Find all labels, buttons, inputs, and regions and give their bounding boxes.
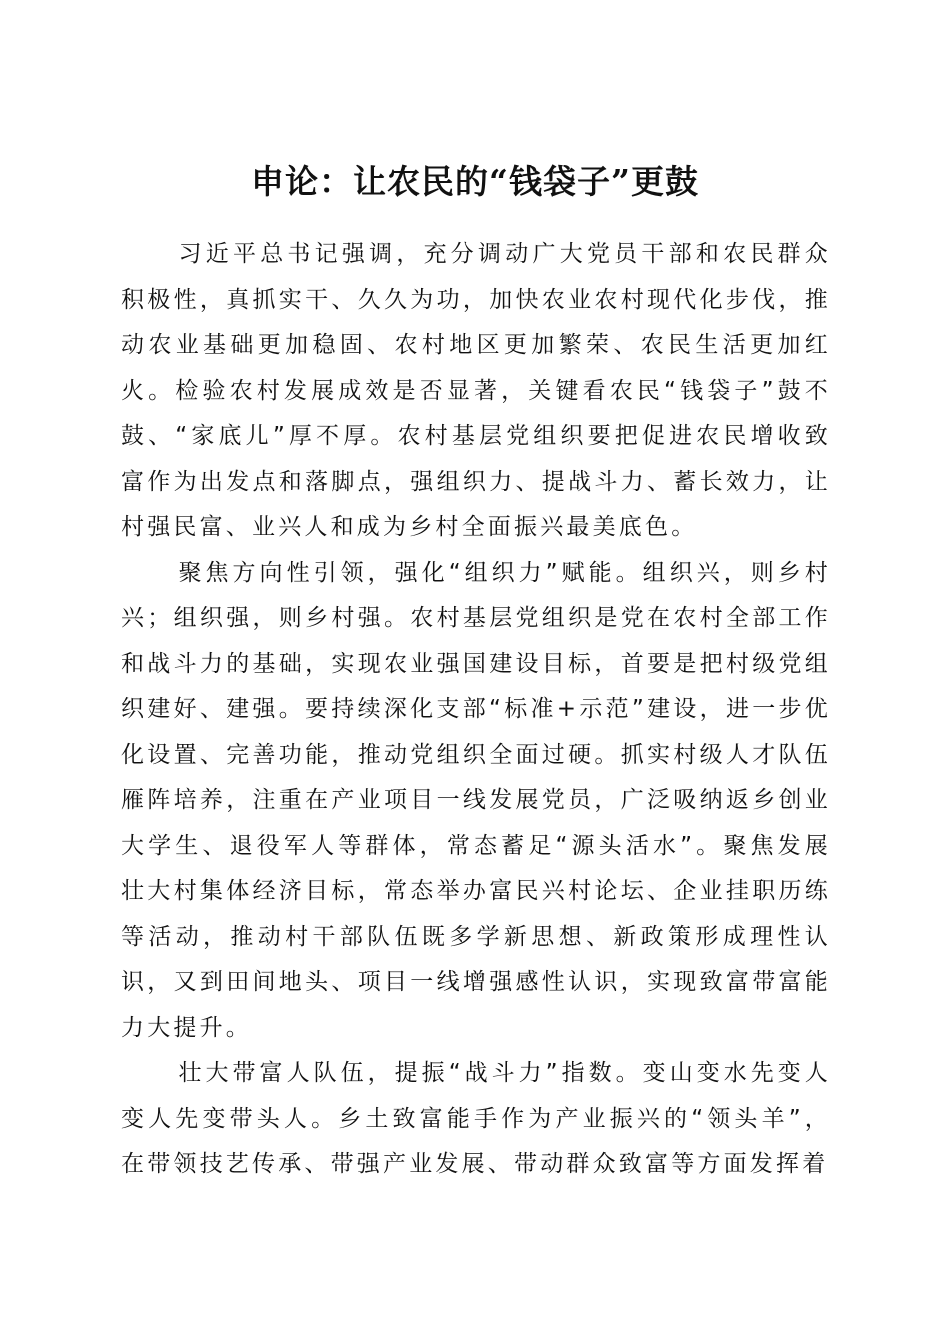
paragraph-1: 习近平总书记强调，充分调动广大党员干部和农民群众积极性，真抓实干、久久为功，加快农业农村现代化步伐，推动农业基础更加稳固、农村地区更加繁荣、农民生活更加红火。检验农村发展成效是否显著，关键看农民“钱袋子”鼓不鼓、“家底儿”厚不厚。农村基层党组织要把促进农民增收致富作为出发点和落脚点，强组织力、提战斗力、蓄长效力，让村强民富、业兴人和成为乡村全面振兴最美底色。: [121, 241, 831, 540]
document-body: [121, 232, 831, 1188]
paragraph-2: 聚焦方向性引领，强化“组织力”赋能。组织兴，则乡村兴；组织强，则乡村强。农村基层党组织是党在农村全部工作和战斗力的基础，实现农业强国建设目标，首要是把村级党组织建好、建强。要持续深化支部“标准+示范”建设，进一步优化设置、完善功能，推动党组织全面过硬。抓实村级人才队伍雁阵培养，注重在产业项目一线发展党员，广泛吸纳返乡创业大学生、退役军人等群体，常态蓄足“源头活水”。聚焦发展壮大村集体经济目标，常态举办富民兴村论坛、企业挂职历练等活动，推动村干部队伍既多学新思想、新政策形成理性认识，又到田间地头、项目一线增强感性认识，实现致富带富能力大提升。: [121, 559, 831, 1041]
document-title: 申论：让农民的“钱袋子”更鼓: [251, 162, 699, 202]
paragraph-3: 壮大带富人队伍，提振“战斗力”指数。变山变水先变人变人先变带头人。乡土致富能手作为产业振兴的“领头羊”，在带领技艺传承、带强产业发展、带动群众致富等方面发挥着: [121, 1060, 831, 1177]
